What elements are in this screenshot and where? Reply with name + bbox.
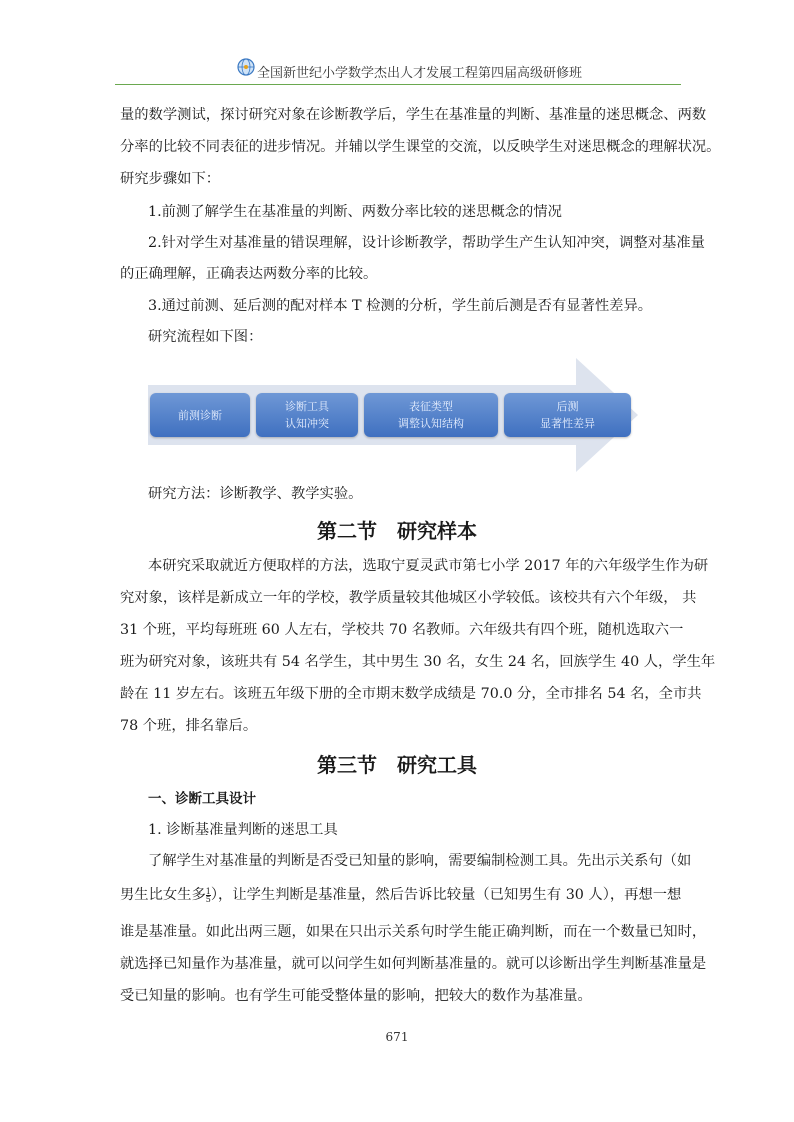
section-3-para-line-1: 了解学生对基准量的判断是否受已知量的影响，需要编制检测工具。先出示关系句（如 — [148, 853, 692, 869]
section-2-line-4: 班为研究对象，该班共有 54 名学生，其中男生 30 名，女生 24 名，回族学生 40 人，学生年 — [120, 654, 716, 670]
section-3-para-line-4: 就选择已知量作为基准量，就可以问学生如何判断基准量的。就可以诊断出学生判断基准量是 — [120, 956, 707, 972]
header-title: 全国新世纪小学数学杰出人才发展工程第四届高级研修班 — [257, 66, 583, 81]
step-1: 1.前测了解学生在基准量的判断、两数分率比较的迷思概念的情况 — [148, 204, 562, 220]
page-header — [115, 58, 681, 85]
section-2-line-2: 究对象，该样是新成立一年的学校，教学质量较其他城区小学较低。该校共有六个年级， 共 — [120, 590, 697, 606]
globe-logo-icon — [237, 58, 255, 76]
flow-box-diagnostic-tool-line-2: 认知冲突 — [285, 417, 329, 430]
flow-box-posttest-line-1: 后测 — [556, 400, 579, 413]
section-3-para-line-3: 谁是基准量。如此出两三题，如果在只出示关系句时学生能正确判断，而在一个数量已知时， — [120, 924, 707, 940]
section-3-para-line-2 — [120, 886, 681, 904]
flow-box-pretest-line-1: 前测诊断 — [178, 408, 222, 422]
flow-box-diagnostic-tool — [256, 393, 358, 437]
research-flow-diagram — [148, 358, 638, 472]
intro-line-2: 分率的比较不同表征的进步情况。并辅以学生课堂的交流，以反映学生对迷思概念的理解状况。 — [120, 139, 721, 155]
page-number: 671 — [385, 1030, 409, 1044]
section-2-line-3: 31 个班，平均每班班 60 人左右，学校共 70 名教师。六年级共有四个班，随机选取六一 — [120, 622, 684, 638]
research-method: 研究方法：诊断教学、教学实验。 — [148, 486, 363, 502]
flow-box-diagnostic-tool-line-1: 诊断工具 — [285, 400, 329, 413]
section-2-line-5: 龄在 11 岁左右。该班五年级下册的全市期末数学成绩是 70.0 分，全市排名 54 名，全市共 — [120, 686, 702, 702]
intro-line-3: 研究步骤如下： — [120, 171, 221, 187]
flow-box-pretest — [150, 393, 250, 437]
step-2-line-1: 2.针对学生对基准量的错误理解，设计诊断教学，帮助学生产生认知冲突，调整对基准量 — [148, 235, 705, 251]
flow-box-posttest-line-2: 显著性差异 — [540, 417, 595, 430]
intro-line-1: 量的数学测试，探讨研究对象在诊断教学后，学生在基准量的判断、基准量的迷思概念、两数 — [120, 107, 707, 123]
section-3-subheading: 一、诊断工具设计 — [148, 791, 256, 807]
section-2-title: 第二节 研究样本 — [317, 519, 477, 543]
flow-box-posttest — [504, 393, 631, 437]
fraction-numerator: 1 — [205, 886, 211, 896]
fraction-denominator: 5 — [205, 894, 211, 904]
flow-box-representation-line-1: 表征类型 — [409, 400, 453, 413]
section-3-item-1: 1. 诊断基准量判断的迷思工具 — [148, 822, 338, 838]
step-2-line-2: 的正确理解，正确表达两数分率的比较。 — [120, 266, 378, 282]
section-3-para-line-2-before: 男生比女生多 — [120, 887, 206, 903]
step-3: 3.通过前测、延后测的配对样本 T 检测的分析，学生前后测是否有显著性差异。 — [148, 298, 653, 314]
section-2-line-6: 78 个班，排名靠后。 — [120, 718, 258, 734]
section-3-title: 第三节 研究工具 — [317, 753, 477, 777]
flow-caption: 研究流程如下图： — [148, 329, 263, 345]
flow-box-representation-line-2: 调整认知结构 — [398, 417, 464, 430]
section-2-line-1: 本研究采取就近方便取样的方法，选取宁夏灵武市第七小学 2017 年的六年级学生作为研 — [148, 558, 709, 574]
flow-box-representation — [364, 393, 498, 437]
section-3-para-line-2-after: ），让学生判断是基准量，然后告诉比较量（已知男生有 30 人），再想一想 — [210, 887, 682, 903]
section-3-para-line-5: 受已知量的影响。也有学生可能受整体量的影响，把较大的数作为基准量。 — [120, 988, 592, 1004]
